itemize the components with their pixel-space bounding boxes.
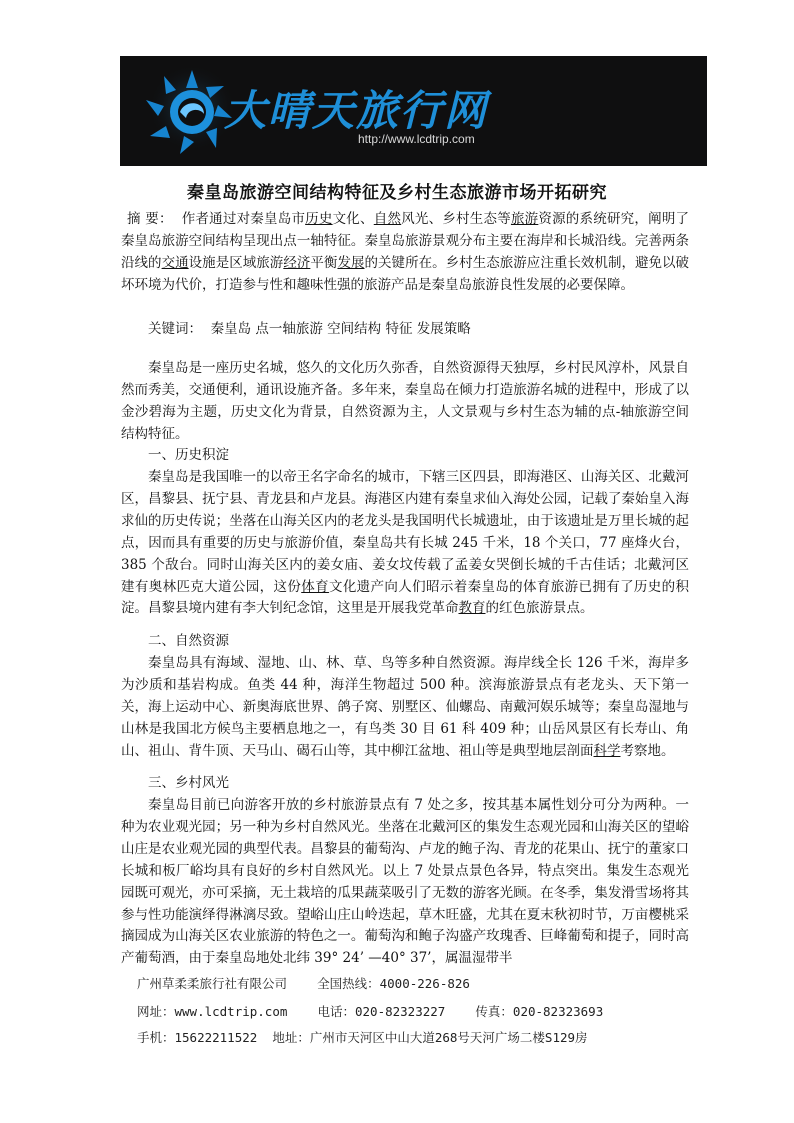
document-title: 秦皇岛旅游空间结构特征及乡村生态旅游市场开拓研究 [187,183,607,203]
body-text: 秦皇岛具有海域、湿地、山、林、草、鸟等多种自然资源。海岸线全长 126 千米，海岸多为沙质和基岩构成。鱼类 44 种，海洋生物超过 500 种。滨海旅游景点有老龙头、天下第一关，海上运动中心、新奥海底世界、鸽子窝、别墅区、仙螺岛、南戴河娱乐城等；秦皇岛湿地与山林是我国北方候鸟主要栖息地之一，有鸟类 30 目 61 科 409 种；山岳风景区有长寿山、角山、祖山、背牛顶、天马山、碣石山等，其中柳江盆地、祖山等是典型地层剖面 [121,655,689,759]
footer-address: 地址：广州市天河区中山大道268号天河广场二楼S129房 [272,1030,588,1045]
section-heading-history: 一、历史积淀 [148,447,229,463]
link-economy[interactable]: 经济 [283,254,311,271]
footer-company: 广州草柔柔旅行社有限公司 [137,976,288,991]
abstract-text: 资源的系统研究，阐明了秦皇岛旅游空间结构呈现出点一轴特征。秦皇岛旅游景观分布主要在海岸和长城沿线。完善两条沿线的 [121,211,690,271]
abstract-text: 风光、乡村生态等 [401,211,511,227]
keywords-label: 关键词： [148,321,202,337]
site-name: 大晴天旅行网 [224,86,489,135]
abstract-text: 文化、 [332,211,374,227]
link-development[interactable]: 发展 [337,254,365,271]
site-banner [120,56,707,166]
section-history-paragraph [121,467,689,620]
section-heading-rural: 三、乡村风光 [148,775,229,791]
link-transport[interactable]: 交通 [161,254,189,271]
link-education[interactable]: 教育 [458,600,486,617]
abstract-text: 设施是区域旅游 [188,254,284,271]
section-rural-paragraph: 秦皇岛目前已向游客开放的乡村旅游景点有 7 处之多，按其基本属性划分可分为两种。一种为农业观光园；另一种为乡村自然风光。坐落在北戴河区的集发生态观光园和山海关区的望峪山庄是农业观光园的典型代表。昌黎县的葡萄沟、卢龙的鲍子沟、青龙的花果山、抚宁的董家口长城和板厂峪均具有良好的乡村自然风光。以上 7 处景点景色各异，特点突出。集发生态观光园既可观光，亦可采摘，无土栽培的瓜果蔬菜吸引了无数的游客光顾。在冬季，集发滑雪场将其参与性功能演绎得淋漓尽致。望峪山庄山岭迭起，草木旺盛，尤其在夏末秋初时节，万亩樱桃采摘园成为山海关区农业旅游的特色之一。葡萄沟和鲍子沟盛产玫瑰香、巨峰葡萄和提子，同时高产葡萄酒，由于秦皇岛地处北纬 39° 24’ —40° 37’，属温湿带半 [121,797,689,966]
footer-hotline: 全国热线：4000-226-826 [317,976,470,991]
keywords-line [121,319,689,341]
site-url: http://www.lcdtrip.com [358,132,475,146]
section-heading-nature: 二、自然资源 [148,633,229,649]
body-text: 秦皇岛是我国唯一的以帝王名字命名的城市，下辖三区四县，即海港区、山海关区、北戴河区，昌黎县、抚宁县、青龙县和卢龙县。海港区内建有秦皇求仙入海处公园，记载了秦始皇入海求仙的历史传说；坐落在山海关区内的老龙头是我国明代长城遗址，由于该遗址是万里长城的起点，因而具有重要的历史与旅游价值，秦皇岛共有长城 245 千米，18 个关口，77 座烽火台，385 个敌台。同时山海关区内的姜女庙、姜女坟传载了孟姜女哭倒长城的千古佳话；北戴河区建有奥林匹克大道公园，这份 [121,469,689,595]
footer-phone: 电话：020-82323227 [317,1004,446,1019]
link-nature[interactable]: 自然 [373,211,402,227]
footer-mobile: 手机：15622211522 [137,1030,258,1045]
body-text: 文化遗产向人们昭示着秦皇岛的体育旅游已拥有了历史的积淀。昌黎县境内建有李大钊纪念馆，这里是开展我党革命 [121,578,690,617]
intro-paragraph: 秦皇岛是一座历史名城，悠久的文化历久弥香，自然资源得天独厚，乡村民风淳朴，风景自然而秀美，交通便利，通讯设施齐备。多年来，秦皇岛在倾力打造旅游名城的进程中，形成了以金沙碧海为主题，历史文化为背景，自然资源为主，人文景观与乡村生态为辅的点-轴旅游空间结构特征。 [121,360,689,442]
link-tourism[interactable]: 旅游 [510,211,539,227]
body-text: 的红色旅游景点。 [485,600,594,617]
abstract-label: 摘 要： [127,211,173,227]
link-history[interactable]: 历史 [305,211,333,227]
keywords-value: 秦皇岛 点一轴旅游 空间结构 特征 发展策略 [210,321,471,337]
abstract-text: 平衡 [310,254,338,271]
section-nature-paragraph [121,653,689,763]
link-sports[interactable]: 体育 [301,578,329,595]
abstract-text: 的关键所在。乡村生态旅游应注重长效机制，避免以破坏环境为代价，打造参与性和趣味性强的旅游产品是秦皇岛旅游良性发展的必要保障。 [121,254,690,293]
footer-website[interactable]: 网址：www.lcdtrip.com [137,1004,288,1019]
abstract-text: 作者通过对秦皇岛市 [181,211,306,227]
abstract-paragraph [121,209,689,297]
link-science[interactable]: 科学 [593,742,621,759]
body-text: 考察地。 [620,742,675,759]
sun-swirl-icon [146,64,236,154]
footer-fax: 传真：020-82323693 [475,1004,604,1019]
